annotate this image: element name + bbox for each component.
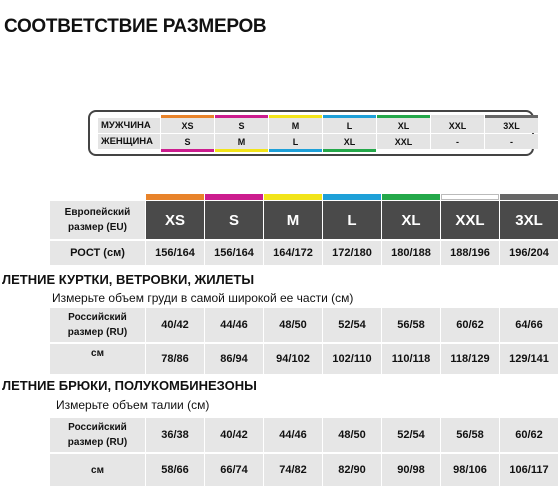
trousers-cm-cell: 58/66 — [146, 454, 204, 486]
jackets-cm-cell: 118/129 — [441, 344, 499, 374]
trousers-title: ЛЕТНИЕ БРЮКИ, ПОЛУКОМБИНЕЗОНЫ — [2, 378, 257, 393]
men-size-cell: 3XL — [485, 118, 538, 133]
trousers-cm-cell: 90/98 — [382, 454, 440, 486]
jackets-cm-cell: 110/118 — [382, 344, 440, 374]
eu-size-cell: M — [264, 201, 322, 239]
men-size-cell: M — [269, 118, 322, 133]
height-label: РОСТ (см) — [50, 241, 145, 265]
eu-size-cell: XL — [382, 201, 440, 239]
trousers-cm-cell: 98/106 — [441, 454, 499, 486]
trousers-ru-cell: 52/54 — [382, 418, 440, 452]
color-bar-xs — [146, 194, 204, 200]
height-cell: 156/164 — [205, 241, 263, 265]
jackets-ru-cell: 52/54 — [323, 308, 381, 342]
size-color-strip — [146, 194, 558, 200]
height-cell: 156/164 — [146, 241, 204, 265]
eu-size-cell: L — [323, 201, 381, 239]
trousers-cm-cell: 74/82 — [264, 454, 322, 486]
height-row — [50, 241, 558, 265]
trousers-ru-cell: 56/58 — [441, 418, 499, 452]
trousers-cm-label: см — [50, 454, 145, 486]
trousers-cm-cell: 82/90 — [323, 454, 381, 486]
jackets-cm-cell: 78/86 — [146, 344, 204, 374]
women-size-cell: XL — [323, 134, 376, 149]
jackets-cm-cell: 129/141 — [500, 344, 558, 374]
jackets-cm-cell: 102/110 — [323, 344, 381, 374]
trousers-ru-cell: 48/50 — [323, 418, 381, 452]
eu-size-row — [50, 201, 558, 239]
jackets-cm-cell: 94/102 — [264, 344, 322, 374]
men-size-cell: XS — [161, 118, 214, 133]
women-size-cell: - — [431, 134, 484, 149]
trousers-ru-row — [50, 418, 558, 452]
trousers-ru-cell: 60/62 — [500, 418, 558, 452]
women-size-cell: XXL — [377, 134, 430, 149]
color-bar-m — [264, 194, 322, 200]
men-size-cell: XXL — [431, 118, 484, 133]
women-size-cell: - — [485, 134, 538, 149]
height-cell: 180/188 — [382, 241, 440, 265]
gender-size-table — [88, 110, 534, 156]
trousers-cm-row — [50, 454, 558, 486]
women-size-cell: M — [215, 134, 268, 149]
jackets-ru-cell: 48/50 — [264, 308, 322, 342]
trousers-cm-cell: 106/117 — [500, 454, 558, 486]
eu-size-label: Европейский размер (EU) — [50, 201, 145, 239]
color-bar-s — [205, 194, 263, 200]
trousers-ru-cell: 40/42 — [205, 418, 263, 452]
color-bar-l — [323, 194, 381, 200]
row-label-women: ЖЕНЩИНА — [98, 134, 160, 149]
jackets-ru-cell: 40/42 — [146, 308, 204, 342]
men-size-cell: S — [215, 118, 268, 133]
women-size-cell: L — [269, 134, 322, 149]
jackets-ru-cell: 64/66 — [500, 308, 558, 342]
jackets-title: ЛЕТНИЕ КУРТКИ, ВЕТРОВКИ, ЖИЛЕТЫ — [2, 272, 255, 287]
women-size-cell: S — [161, 134, 214, 149]
men-size-cell: XL — [377, 118, 430, 133]
color-bar-xxl — [441, 194, 499, 200]
eu-size-cell: S — [205, 201, 263, 239]
jackets-cm-row — [50, 344, 558, 374]
jackets-ru-label: Российский размер (RU) — [50, 308, 145, 342]
jackets-cm-cell: 86/94 — [205, 344, 263, 374]
eu-size-cell: XS — [146, 201, 204, 239]
trousers-ru-cell: 36/38 — [146, 418, 204, 452]
trousers-cm-cell: 66/74 — [205, 454, 263, 486]
height-cell: 164/172 — [264, 241, 322, 265]
jackets-ru-row — [50, 308, 558, 342]
trousers-note: Измерьте объем талии (см) — [56, 398, 210, 412]
height-cell: 172/180 — [323, 241, 381, 265]
eu-size-cell: XXL — [441, 201, 499, 239]
eu-size-cell: 3XL — [500, 201, 558, 239]
trousers-ru-cell: 44/46 — [264, 418, 322, 452]
row-label-men: МУЖЧИНА — [98, 118, 160, 133]
trousers-ru-label: Российский размер (RU) — [50, 418, 145, 452]
color-bar-xl — [382, 194, 440, 200]
jackets-ru-cell: 60/62 — [441, 308, 499, 342]
jackets-cm-label: см — [50, 344, 145, 374]
jackets-note: Измерьте объем груди в самой широкой ее части (см) — [52, 291, 354, 305]
jackets-ru-cell: 44/46 — [205, 308, 263, 342]
color-bar-3xl — [500, 194, 558, 200]
height-cell: 196/204 — [500, 241, 558, 265]
men-size-cell: L — [323, 118, 376, 133]
height-cell: 188/196 — [441, 241, 499, 265]
jackets-ru-cell: 56/58 — [382, 308, 440, 342]
page-title: СООТВЕТСТВИЕ РАЗМЕРОВ — [4, 16, 267, 37]
